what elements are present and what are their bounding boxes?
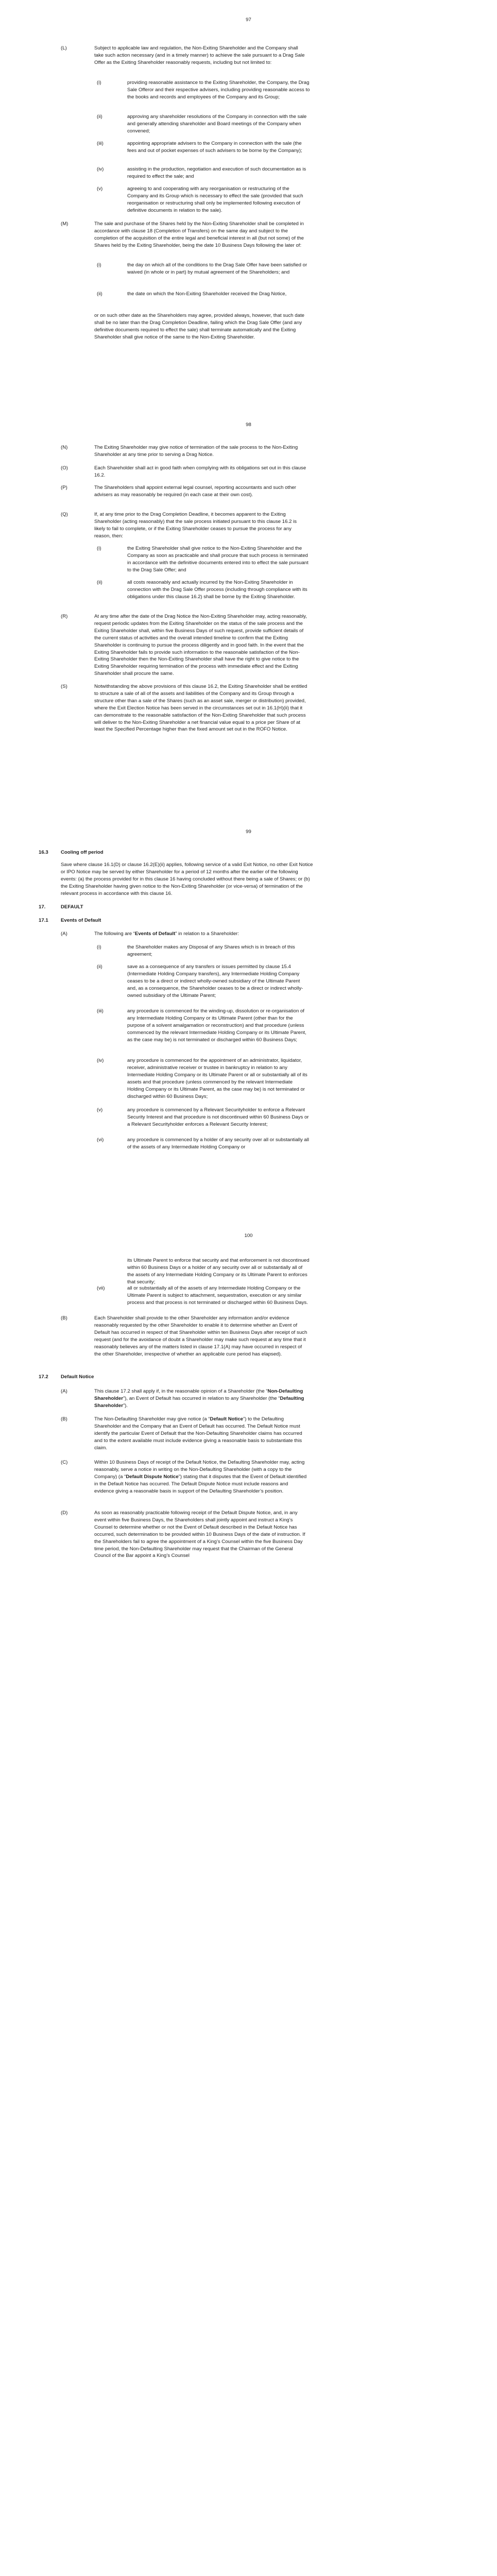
item-label: (i): [97, 944, 101, 950]
clause-text: The Exiting Shareholder may give notice of termination of the sale process to the Non-Exiting Shareholder at any time prior to serving a Drag Notice.: [94, 445, 298, 457]
item-label: (ii): [97, 580, 102, 585]
section-number: 17.2: [39, 1374, 48, 1380]
clause-label: (Q): [61, 512, 68, 517]
defined-term: Events of Default: [134, 931, 176, 937]
clause-text: At any time after the date of the Drag Notice the Non-Exiting Shareholder may, acting reasonably, request periodic updates from the Exiting Shareholder on the status of the sale process and the Exiting Shareholder shall, within five Business Days of such request, provide sufficient details of the current status of activities and the overall intended timeline to confirm that the Exiting Shareholder is continuing to pursue the process diligently and in good faith. In the event that the Exiting Shareholder fails to provide such information to the reasonable satisfaction of the Non-Exiting Shareholder then the Non-Exiting Shareholder shall have the right to give notice to the Exiting Shareholder requiring termination of the process with immediate effect and the Exiting Shareholder shall procure the same.: [94, 614, 307, 677]
item-text: the date on which the Non-Exiting Shareholder received the Drag Notice,: [127, 291, 287, 297]
item-label: (i): [97, 262, 101, 268]
clause-text: As soon as reasonably practicable following receipt of the Default Dispute Notice, and, in any event within five Business Days, the Shareholders shall jointly appoint and instruct a King’s Counsel to determine whether or not the Event of Default described in the Default Notice has occurred, such determination to be provided within 10 Business Days of the date of instruction. If the Shareholders fail to agree the appointment of a King’s Counsel within the five Business Day time period, the Non-Defaulting Shareholder may request that the Chairman of the General Council of the Bar appoint a King’s Counsel: [94, 1510, 305, 1559]
item-label: (ii): [97, 964, 102, 970]
item-label: (vii): [97, 1285, 105, 1291]
item-text: all or substantially all of the assets of any Intermediate Holding Company or the Ultimate Parent is subject to attachment, sequestration, execution or any similar process and that process is not terminated or discharged within 60 Business Days.: [127, 1285, 308, 1306]
item-text: save as a consequence of any transfers or issues permitted by clause 15.4 (Intermediate Holding Company transfers), any Intermediate Holding Company ceases to be a direct or indirect wholly-owned subsidiary of the Ultimate Parent and, as a consequence, the Shareholder ceases to be a direct or indirect wholly-owned subsidiary of the Ultimate Parent;: [127, 964, 303, 998]
section-number: 17.1: [39, 918, 48, 923]
clause-label: (O): [61, 465, 68, 471]
clause-label: (S): [61, 684, 67, 689]
page-number: 98: [246, 422, 251, 428]
clause-label: (B): [61, 1416, 67, 1422]
page-number: 99: [246, 829, 251, 835]
clause-text: The Shareholders shall appoint external legal counsel, reporting accountants and such other advisers as may reasonably be required (in each case at their own cost).: [94, 485, 296, 498]
item-label: (v): [97, 186, 103, 192]
item-text: any procedure is commenced by a holder of any security over all or substantially all of the assets of any Intermediate Holding Company or: [127, 1137, 310, 1150]
item-text: the Shareholder makes any Disposal of any Shares which is in breach of this agreement;: [127, 944, 295, 957]
clause-label: (A): [61, 1388, 67, 1394]
clause-text: Each Shareholder shall provide to the other Shareholder any information and/or evidence reasonably requested by the other Shareholder to enable it to determine whether an Event of Default has occurred in respect of that Shareholder within ten Business Days after receipt of such request (and for the avoidance of doubt a Shareholder may make such request at any time that it reasonably believes any of the matters listed in clause 17.1(A) may have occurred in respect of the other Shareholder, irrespective of whether an applicable cure period has elapsed).: [94, 1315, 307, 1357]
item-text: any procedure is commenced for the appointment of an administrator, liquidator, receiver, administrative receiver or trustee in bankruptcy in relation to any Intermediate Holding Company or its Ultimate Parent or all or substantially all of its assets and that procedure (unless commenced by the relevant Intermediate Holding Company or its Ultimate Parent, as the case may be) is not terminated or discharged within 60 Business Days;: [127, 1058, 307, 1099]
item-label: (iv): [97, 166, 104, 172]
page-number: 100: [244, 1233, 253, 1239]
clause-text: The sale and purchase of the Shares held by the Non-Exiting Shareholder shall be completed in accordance with clause 18 (Completion of Transfers) on the same day and subject to the completion of the acquisition of the entire legal and beneficial interest in all (but not some) of the Shares held by the Exiting Shareholder, being the date 10 Business Days following the later of:: [94, 221, 304, 248]
clause-text: The following are “Events of Default” in relation to a Shareholder:: [94, 931, 239, 937]
clause-label: (A): [61, 931, 67, 937]
item-text-continued: its Ultimate Parent to enforce that security and that enforcement is not discontinued within 60 Business Days or a holder of any security over all or substantially all of the assets of any Intermediate Holding Company or its Ultimate Parent to enforces that security;: [127, 1258, 310, 1285]
clause-label: (R): [61, 614, 68, 619]
item-label: (ii): [97, 114, 102, 120]
clause-label: (C): [61, 1460, 68, 1465]
item-text: assisting in the production, negotiation and execution of such documentation as is required to effect the sale; and: [127, 166, 306, 179]
item-label: (vi): [97, 1137, 104, 1143]
item-text: the day on which all of the conditions to the Drag Sale Offer have been satisfied or waived (in whole or in part) by mutual agreement of the Shareholders; and: [127, 262, 307, 275]
defined-term: Default Notice: [210, 1416, 244, 1422]
clause-text: Subject to applicable law and regulation, the Non-Exiting Shareholder and the Company shall take such action necessary (and in a timely manner) to achieve the sale pursuant to a Drag Sale Offer as the Exiting Shareholder reasonably requests, including but not limited to:: [94, 45, 305, 65]
section-title: Default Notice: [61, 1374, 94, 1380]
item-text: all costs reasonably and actually incurred by the Non-Exiting Shareholder in connection with the Drag Sale Offer process (including through compliance with its obligations under this clause 16.2) shall be borne by the Exiting Shareholder.: [127, 580, 307, 600]
item-label: (i): [97, 546, 101, 551]
item-text: any procedure is commenced for the winding-up, dissolution or re-organisation of any Intermediate Holding Company or its Ultimate Parent (other than for the purpose of a solvent amalgamation or reconstruction) and that procedure (unless commenced by the relevant Intermediate Holding Company or its Ultimate Parent, as the case may be) is not terminated or discharged within 60 Business Days;: [127, 1008, 306, 1043]
clause-text: If, at any time prior to the Drag Completion Deadline, it becomes apparent to the Exiting Shareholder (acting reasonably) that the sale process initiated pursuant to this clause 16.2 is likely to fail to complete, or if the Exiting Shareholder ceases to pursue the process for any reason, then:: [94, 512, 297, 539]
item-label: (v): [97, 1107, 103, 1113]
item-text: providing reasonable assistance to the Exiting Shareholder, the Company, the Drag Sale Offeror and their respective advisers, including providing reasonable access to the books and records and employees of the Company and its Group;: [127, 80, 310, 100]
item-label: (iv): [97, 1058, 104, 1063]
page-number: 97: [246, 17, 251, 23]
clause-text: The Non-Defaulting Shareholder may give notice (a “Default Notice”) to the Defaulting Shareholder and the Company that an Event of Default has occurred. The Default Notice must identify the particular Event of Default that the Non-Defaulting Shareholder claims has occurred and to the extent available must include evidence giving a reasonable basis to substantiate this claim.: [94, 1416, 302, 1451]
section-number: 16.3: [39, 850, 48, 855]
section-title: Cooling off period: [61, 850, 104, 855]
clause-label: (D): [61, 1510, 68, 1516]
section-title: Events of Default: [61, 918, 101, 923]
item-text: any procedure is commenced by a Relevant Securityholder to enforce a Relevant Security Interest and that procedure is not discontinued within 60 Business Days or a Relevant Securityholder enforces a Relevant Security Interest;: [127, 1107, 309, 1127]
item-label: (ii): [97, 291, 102, 297]
item-text: appointing appropriate advisers to the Company in connection with the sale (the fees and out of pocket expenses of such advisers to be borne by the Company);: [127, 141, 302, 154]
clause-text: This clause 17.2 shall apply if, in the reasonable opinion of a Shareholder (the “Non-Defaulting Shareholder”), an Event of Default has occurred in relation to any Shareholder (the “Defaulting Shareholder”).: [94, 1388, 304, 1409]
defined-term: Defaulting Shareholder: [94, 1395, 304, 1409]
clause-text: Each Shareholder shall act in good faith when complying with its obligations set out in this clause 16.2.: [94, 465, 306, 478]
clause-label: (M): [61, 221, 68, 227]
defined-term: Default Dispute Notice: [126, 1473, 179, 1480]
clause-label: (N): [61, 445, 68, 450]
clause-label: (B): [61, 1315, 67, 1321]
defined-term: Non-Defaulting Shareholder: [94, 1388, 303, 1401]
item-text: approving any shareholder resolutions of the Company in connection with the sale and generally attending shareholder and Board meetings of the Company when convened;: [127, 114, 307, 134]
section-number: 17.: [39, 904, 46, 910]
clause-tail: or on such other date as the Shareholders may agree, provided always, however, that such date shall be no later than the Drag Completion Deadline, failing which the Drag Sale Offer (and any definitive documents required to effect the sale) shall terminate automatically and the Exiting Shareholder shall give notice of the same to the Non-Exiting Shareholder.: [94, 313, 304, 340]
section-title: DEFAULT: [61, 904, 83, 910]
item-text: agreeing to and cooperating with any reorganisation or restructuring of the Company and its Group which is necessary to effect the sale (provided that such reorganisation or restructuring shall only be implemented following execution of definitive documents in relation to the sale).: [127, 186, 303, 213]
clause-label: (P): [61, 485, 67, 490]
clause-text: Within 10 Business Days of receipt of the Default Notice, the Defaulting Shareholder may, acting reasonably, serve a notice in writing on the Non-Defaulting Shareholder (with a copy to the Company) (a “Default Dispute Notice”) stating that it disputes that the Event of Default identified in the Default Notice has occurred. The Default Dispute Notice must include reasons and evidence giving a reasonable basis in support of the Defaulting Shareholder’s position.: [94, 1460, 307, 1494]
clause-label: (L): [61, 45, 67, 51]
item-label: (i): [97, 80, 101, 86]
item-label: (iii): [97, 1008, 104, 1014]
item-text: the Exiting Shareholder shall give notice to the Non-Exiting Shareholder and the Company as soon as practicable and shall procure that such process is terminated in accordance with the definitive documents entered into to effect the sale pursuant to the Drag Sale Offer; and: [127, 546, 309, 573]
clause-text: Notwithstanding the above provisions of this clause 16.2, the Exiting Shareholder shall be entitled to structure a sale of all of the assets and liabilities of the Company and its Group through a structure other than a sale of the Shares (such as an asset sale, merger or distribution) provided, where the Exit Election Notice has been served in the circumstances set out in 16.1(H)(ii) that it can demonstrate to the reasonable satisfaction of the Non-Exiting Shareholder that such process will deliver to the Non-Exiting Shareholder a net financial value equal to a price per Share of at least the Specified Percentage higher than the fixed amount set out in the ROFO Notice.: [94, 684, 307, 733]
section-text: Save where clause 16.1(D) or clause 16.2(E)(ii) applies, following service of a valid Exit Notice, no other Exit Notice or IPO Notice may be served by either Shareholder for a period of 12 months after the earlier of the following events: (a) the process provided for in this clause 16 having concluded without there being a sale of Shares; or (b) the Exiting Shareholder having given notice to the Non-Exiting Shareholder (or vice-versa) of termination of the relevant process in accordance with this clause 16.: [61, 862, 313, 896]
item-label: (iii): [97, 141, 104, 146]
